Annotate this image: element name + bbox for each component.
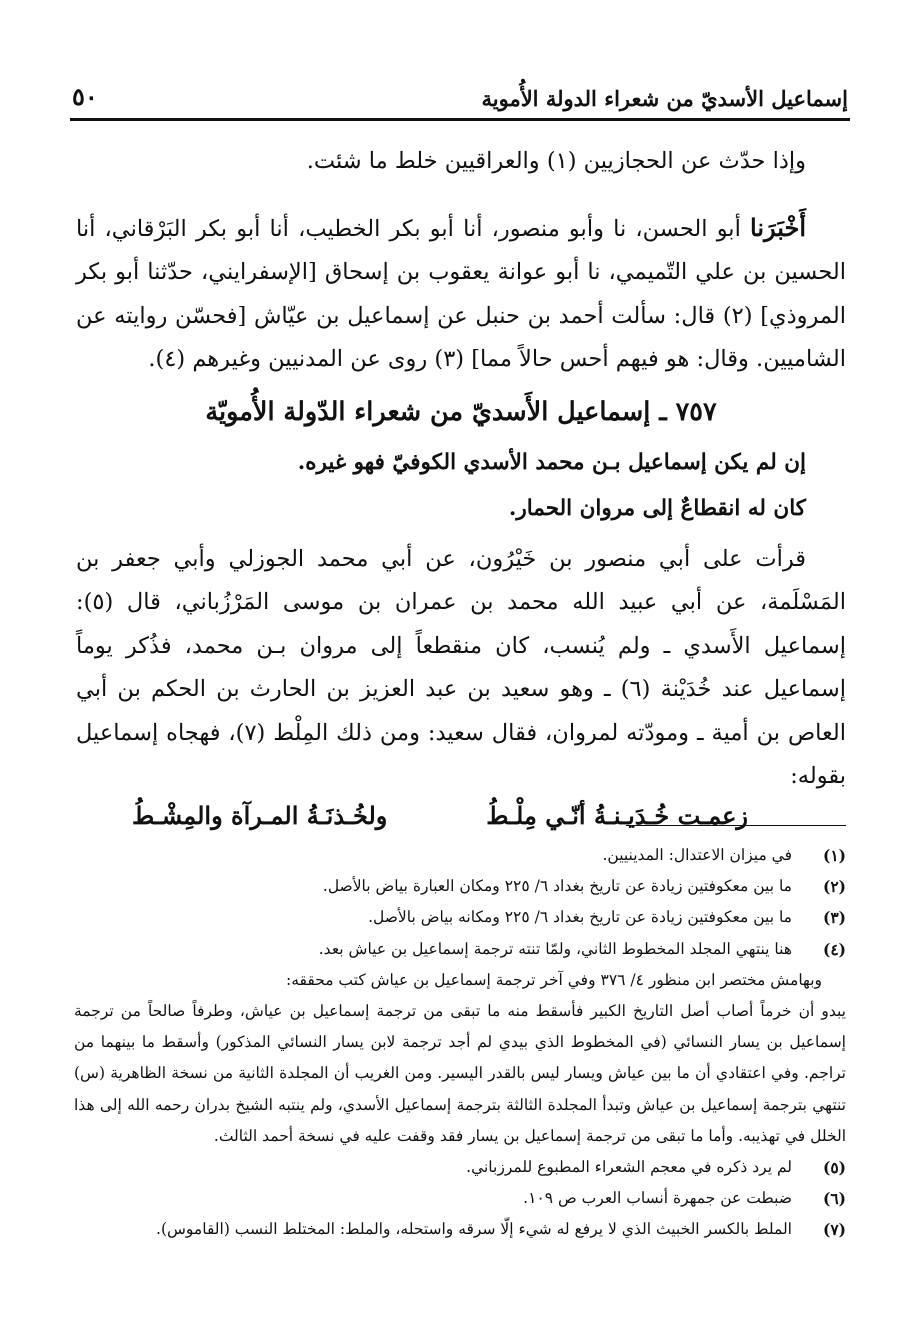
poem-hemistich-left: ولخُـذنَـةُ المـرآة والمِشْـطُ <box>132 800 388 830</box>
footnote-1 <box>74 840 846 871</box>
footnote-number: (٧) <box>822 1220 846 1240</box>
running-header <box>72 72 848 116</box>
paragraph-3: قرأت على أبي منصور بن خَيْرُون، عن أبي محمد الجوزلي وأبي جعفر بن المَسْلَمة، عن أبي عبيد الله محمد بن عمران بن موسى المَرْزُباني، قال (٥): إسماعيل الأَسدي ـ ولم يُنسب، كان منقطعاً إلى مروان بـن محمد، فذُكر يوماً إسماعيل عند خُدَيْنة (٦) ـ وهو سعيد بن عبد العزيز بن الحارث بن الحكم بن أبي العاص بن أمية ـ ومودّته لمروان، فقال سعيد: ومن ذلك المِلْط (٧)، فهجاه إسماعيل بقوله: <box>76 545 846 789</box>
footnotes <box>74 840 846 1246</box>
paragraph-2-text: أبو الحسن، نا وأبو منصور، أنا أبو بكر الخطيب، أنا أبو بكر البَرْقاني، أنا الحسين بن علي التّميمي، نا أبو عوانة يعقوب بن إسحاق [الإسفرايني، حدّثنا أبو بكر المروذي] (٢) قال: سألت أحمد بن حنبل عن إسماعيل بن عيّاش [فحسّن روايته عن الشاميين. وقال: هو فيهم أحس حالاً مما] (٣) روى عن المدنيين وغيرهم (٤). <box>76 215 846 372</box>
footnote-text: ما بين معكوفتين زيادة عن تاريخ بغداد ٦/ ٢٢٥ ومكان العبارة بياض بالأصل. <box>322 877 792 896</box>
footnote-4-quote: يبدو أن خرماً أصاب أصل التاريخ الكبير فأسقط منه ما تبقى من ترجمة إسماعيل بن عياش، وطرفاً صالحاً من ترجمة إسماعيل بن يسار النسائي (في المخطوط الذي بيدي لم أجد ترجمة لابن يسار النسائي المذكور) وأسقط ما بينهما من تراجم. وفي اعتقادي أن ما بين عياش ويسار ليس بالقدر اليسير. ومن الغريب أن المجلدة الثانية من نسخة الظاهرية (س) تنتهي بترجمة إسماعيل بن عياش وتبدأ المجلدة الثالثة بترجمة إسماعيل الأسدي، ولم ينتبه الشيخ بدران رحمه الله إلى هذا الخلل في تهذيبه. وأما ما تبقى من ترجمة إسماعيل بن يسار فقد وقفت عليه في نسخة أحمد الثالث. <box>74 1002 846 1145</box>
footnote-text: ما بين معكوفتين زيادة عن تاريخ بغداد ٦/ ٢٢٥ ومكانه بياض بالأصل. <box>368 908 792 927</box>
main-text <box>76 140 846 847</box>
running-title: إسماعيل الأسديّ من شعراء الدولة الأُموية <box>481 86 848 111</box>
footnote-4 <box>74 934 846 965</box>
page-number: ٥٠ <box>72 82 98 111</box>
footnote-6 <box>74 1183 846 1214</box>
footnote-3 <box>74 902 846 933</box>
footnote-text: لم يرد ذكره في معجم الشعراء المطبوع للمرزباني. <box>466 1158 792 1177</box>
footnote-text: ضبطت عن جمهرة أنساب العرب ص ١٠٩. <box>523 1189 792 1208</box>
footnote-rule <box>626 825 846 826</box>
footnote-7 <box>74 1214 846 1245</box>
paragraph-2 <box>76 206 846 382</box>
footnote-text: في ميزان الاعتدال: المدينيين. <box>602 846 792 864</box>
entry-line-2: كان له انقطاعٌ إلى مروان الحمار. <box>508 495 806 521</box>
footnote-number: (٥) <box>822 1158 846 1178</box>
header-rule <box>70 118 850 121</box>
footnote-number: (٦) <box>822 1189 846 1209</box>
footnote-5 <box>74 1152 846 1183</box>
footnote-text: هنا ينتهي المجلد المخطوط الثاني، ولمّا تنته ترجمة إسماعيل بن عياش بعد. <box>318 939 792 958</box>
footnote-number: (٤) <box>822 939 846 959</box>
akhbarana-lead: أَخْبَرَنا <box>750 212 806 242</box>
footnote-text: الملط بالكسر الخبيث الذي لا يرفع له شيء إلّا سرقه واستحله، والملط: المختلط النسب (القاموس). <box>156 1220 792 1239</box>
footnote-number: (١) <box>822 846 846 865</box>
entry-heading: ٧٥٧ ـ إسماعيل الأَسديّ من شعراء الدّولة الأُمويّة <box>205 396 717 427</box>
footnote-number: (٢) <box>822 877 846 897</box>
footnote-4-note: وبهامش مختصر ابن منظور ٤/ ٣٧٦ وفي آخر ترجمة إسماعيل بن عياش كتب محققه: <box>285 970 822 989</box>
footnote-number: (٣) <box>822 908 846 928</box>
paragraph-1: وإذا حدّث عن الحجازيين (١) والعراقيين خلط ما شئت. <box>306 148 806 174</box>
footnote-2 <box>74 871 846 902</box>
entry-line-1: إن لم يكن إسماعيل بـن محمد الأسدي الكوفيّ فهو غيره. <box>297 449 806 475</box>
paragraph-gap <box>76 184 846 206</box>
poem-hemistich-right: زعمـت خُـدَيـنـةُ أنّـي مِلْـطُ <box>486 800 748 830</box>
